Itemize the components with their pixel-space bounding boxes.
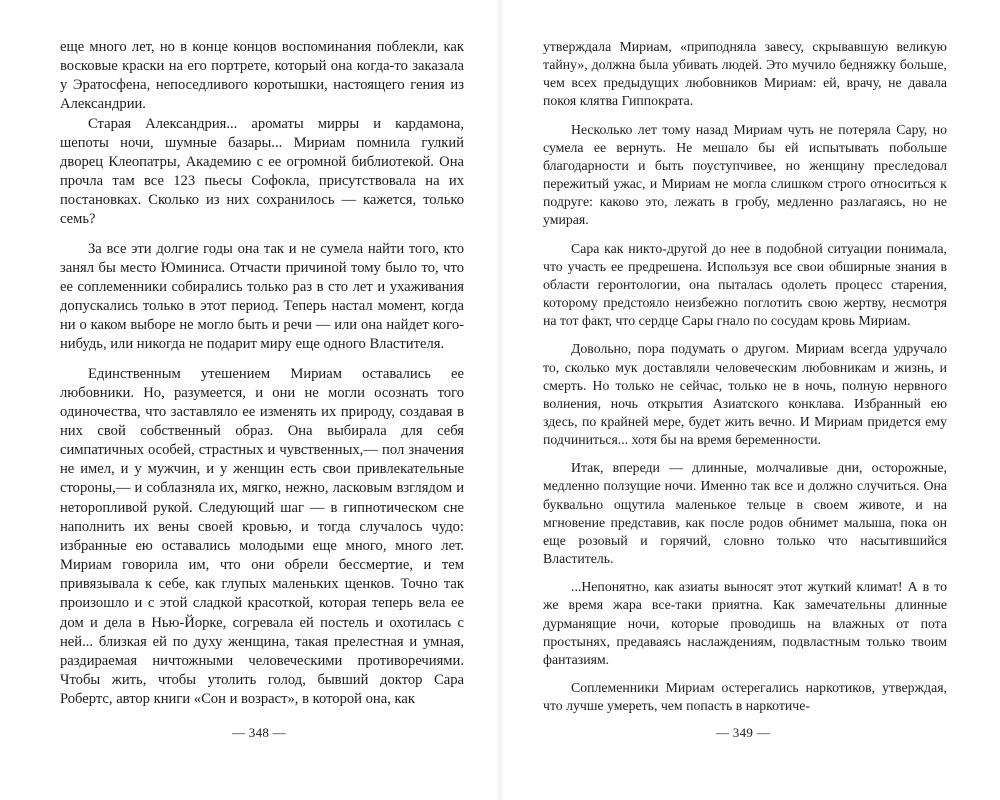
right-page-number: — 349 — xyxy=(715,725,771,740)
paragraph: Несколько лет тому назад Мириам чуть не потеряла Сару, но сумела ее вернуть. Не мешало бы ей испытывать побольше благодарности и быть поуступчивее, но женщину преследовал пережитый ужас, и Мириам не могла слишком строго относиться к подруге: каково это, лежать в гробу, медленно разлагаясь, но не умирая. xyxy=(543,121,947,228)
left-page-text xyxy=(60,38,464,709)
paragraph: Единственным утешением Мириам оставались ее любовники. Но, разумеется, и они не могли осознать того одиночества, что заставляло ее изменять их природу, создавая в них свой собственный образ. Она выбирала для себя симпатичных особей, страстных и чувственных,— пол значения не имел, и у мужчин, и у женщин есть свои привлекательные стороны,— и соблазняла их, мягко, нежно, ласковым взглядом и неторопливой рукой. Следующий шаг — в гипнотическом сне наполнить их вены своей кровью, и тогда случалось чудо: избранные ею оставались молодыми еще много, много лет. Мириам говорила им, что они обрели бессмертие, и тем привязывала к себе, как глупых маленьких щенков. Точно так произошло и с этой сладкой красоткой, которая теперь вела ее дом и дела в Нью-Йорке, согревала ей постель и охотилась с ней... близкая ей по духу женщина, такая прелестная и умная, раздираемая ничтожными человеческими противоречиями. Чтобы жить, чтобы утолить голод, бывший доктор Сара Робертс, автор книги «Сон и возраст», в которой она, как xyxy=(60,365,464,708)
book-gutter xyxy=(496,0,504,800)
paragraph: Итак, впереди — длинные, молчаливые дни, осторожные, медленно ползущие ночи. Именно так все и должно случиться. Она буквально ощутила маленькое тельце в своем животе, и на мгновение представив, как после родов обнимет малыша, пока он еще розовый и горячий, словно только что насытившийся Властитель. xyxy=(543,460,947,567)
paragraph: Сара как никто-другой до нее в подобной ситуации понимала, что участь ее предрешена. Используя все свои обширные знания в области геронтологии, она пыталась одолеть процесс старения, которому предстояло неизбежно поглотить свою жертву, несмотря на тот факт, что сердце Сары гнало по сосудам кровь Мириам. xyxy=(543,240,947,329)
left-page-number: — 348 — xyxy=(231,725,287,740)
paragraph: Старая Александрия... ароматы мирры и кардамона, шепоты ночи, шумные базары... Мириам помнила гулкий дворец Клеопатры, Академию с ее огромной библиотекой. Она прочла там все 123 пьесы Софокла, присутствовала на их постановках. Сколько из них сохранилось — кажется, только семь? xyxy=(60,115,464,228)
paragraph: Соплеменники Мириам остерегались наркотиков, утверждая, что лучше умереть, чем попасть в наркотиче- xyxy=(543,680,947,714)
paragraph: Довольно, пора подумать о другом. Мириам всегда удручало то, сколько мук доставляли человеческим любовникам и жизнь, и смерть. Но только не сейчас, только не в ночь, полную нервного волнения, ночь открытия Азиатского конклава. Избранный ею здесь, по крайней мере, будет жить вечно. И Мириам придется ему подчиниться... хотя бы на время беременности. xyxy=(543,341,947,448)
right-page-text xyxy=(543,38,947,715)
paragraph: За все эти долгие годы она так и не сумела найти того, кто занял бы место Юминиса. Отчасти причиной тому было то, что ее соплеменники собирались только раз в сто лет и ухаживания допускались только в этот период. Теперь настал момент, когда ни о каком выборе не могло быть и речи — или она найдет кого-нибудь, или никогда не подарит миру еще одного Властителя. xyxy=(60,240,464,353)
paragraph: еще много лет, но в конце концов воспоминания поблекли, как восковые краски на его портрете, который она когда-то заказала у Эратосфена, непоседливого коротышки, настоящего гения из Александрии. xyxy=(60,39,464,113)
paragraph: ...Непонятно, как азиаты выносят этот жуткий климат! А в то же время жара все-таки приятна. Как замечательны длинные дурманящие ночи, которые проводишь на влажных от пота простынях, предаваясь наслаждениям, подвластным только твоим фантазиям. xyxy=(543,579,947,667)
paragraph: утверждала Мириам, «приподняла завесу, скрывавшую великую тайну», должна была убивать людей. Это мучило бедняжку больше, чем всех предыдущих любовников Мириам: ей, врачу, не давала покоя клятва Гиппократа. xyxy=(543,39,947,109)
